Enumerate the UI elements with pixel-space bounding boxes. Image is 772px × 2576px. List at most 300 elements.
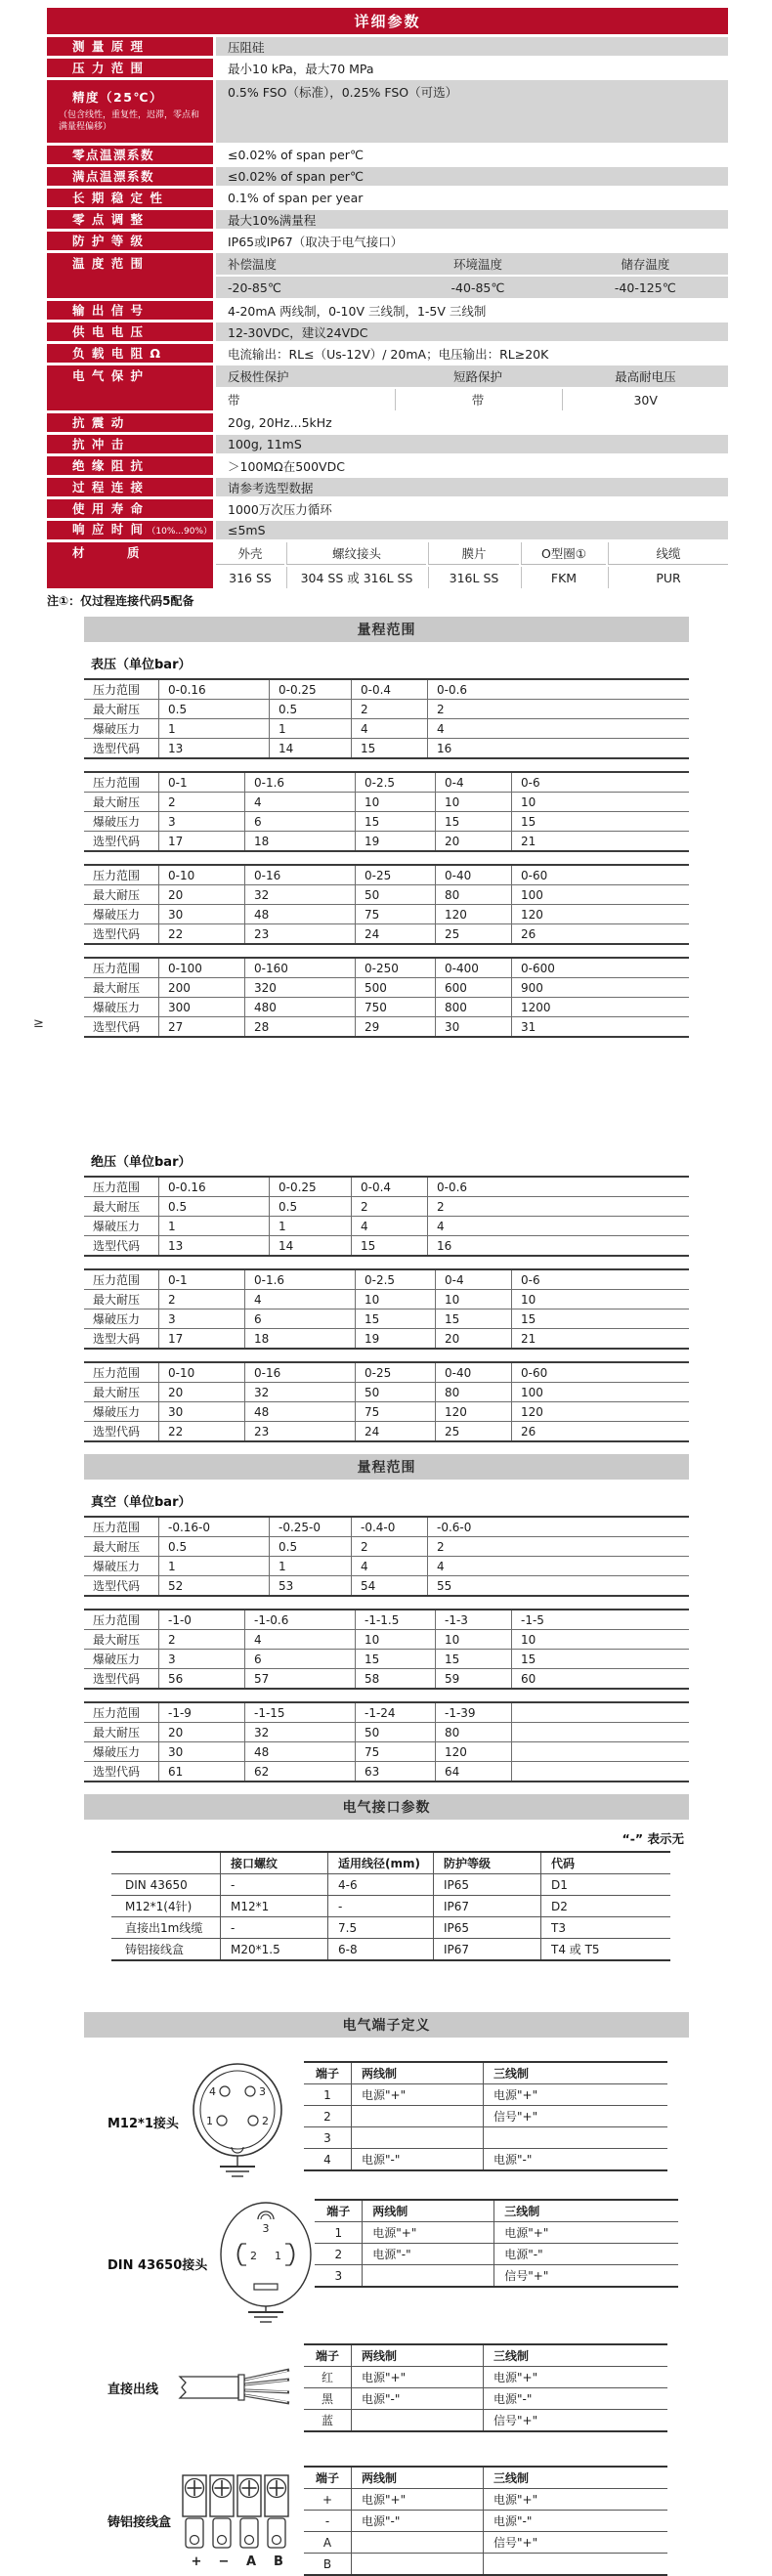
range-table-cell: 爆破压力 bbox=[93, 1001, 141, 1014]
screw-terminal-icon bbox=[213, 2518, 231, 2548]
terminal-table-row bbox=[304, 2488, 667, 2510]
terminal-table-header-cell: 端子 bbox=[315, 2471, 339, 2485]
cable-terminal-table bbox=[304, 2343, 667, 2432]
range-table-cell: 0-4 bbox=[435, 773, 511, 792]
tb-pin-plus: + bbox=[191, 2554, 202, 2569]
range-table bbox=[84, 678, 689, 759]
range-table-cell: 10 bbox=[355, 1630, 435, 1649]
range-table-cell: 4 bbox=[244, 793, 355, 811]
range-table-cell: 压力范围 bbox=[93, 1273, 141, 1287]
interface-table-cell: IP67 bbox=[433, 1896, 540, 1916]
footnote: 注①：仅过程连接代码5配备 bbox=[47, 594, 194, 608]
terminal-table-header-cell: 两线制 bbox=[362, 2201, 493, 2221]
range-table-cell: 4 bbox=[351, 719, 427, 738]
range-table-cell: 最大耐压 bbox=[93, 795, 141, 809]
range-table-cell: 13 bbox=[158, 1236, 269, 1255]
range-table-row bbox=[84, 738, 689, 757]
junction-box-terminal-table bbox=[304, 2466, 667, 2576]
terminal-table-cell bbox=[483, 2127, 667, 2148]
terminal-table-header-cell: 三线制 bbox=[493, 2201, 678, 2221]
range-table-cell: -0.16-0 bbox=[158, 1518, 269, 1536]
range-table-cell: -0.6-0 bbox=[427, 1518, 689, 1536]
range-table-row bbox=[84, 1016, 689, 1036]
terminal-table-cell bbox=[351, 2106, 483, 2126]
spec-grid-cell: 304 SS 或 316L SS bbox=[286, 567, 426, 588]
interface-table-cell: IP67 bbox=[433, 1939, 540, 1959]
spec-row bbox=[47, 322, 728, 341]
range-table-cell: 4 bbox=[427, 1557, 689, 1575]
interface-table-cell: 4-6 bbox=[327, 1874, 433, 1895]
din43650-connector-icon bbox=[217, 2199, 315, 2329]
range-table-cell: 0.5 bbox=[158, 1537, 269, 1556]
range-table-cell bbox=[511, 1723, 689, 1741]
spec-row-value: ≤0.02% of span per℃ bbox=[216, 167, 728, 186]
spec-row-label bbox=[47, 232, 213, 250]
range-table-cell: 压力范围 bbox=[93, 683, 141, 697]
spec-row-label bbox=[47, 37, 213, 56]
range-table-cell: -1-39 bbox=[435, 1703, 511, 1722]
spec-grid-cell: FKM bbox=[521, 567, 606, 588]
spec-grid-cell: PUR bbox=[608, 567, 728, 588]
range-table-row bbox=[84, 977, 689, 997]
range-table-row bbox=[84, 884, 689, 904]
range-table bbox=[84, 771, 689, 852]
range-table-cell: -1-24 bbox=[355, 1703, 435, 1722]
range-table-row bbox=[84, 1309, 689, 1328]
range-table-cell: 0-400 bbox=[435, 959, 511, 977]
spec-row-label bbox=[47, 456, 213, 475]
range-table-cell: 4 bbox=[427, 719, 689, 738]
range-table-cell: 200 bbox=[158, 978, 244, 997]
range-table-row bbox=[84, 1610, 689, 1629]
range-table-cell: 20 bbox=[158, 1383, 244, 1401]
range-table-row bbox=[84, 1235, 689, 1255]
interface-table-cell: - bbox=[220, 1874, 327, 1895]
spec-row bbox=[47, 301, 728, 320]
spec-label-text: 精度（25℃） bbox=[72, 90, 164, 105]
range-table-cell: 2 bbox=[351, 1537, 427, 1556]
range-table-cell: 0-6 bbox=[511, 1270, 689, 1289]
range-table-cell: 3 bbox=[158, 1309, 244, 1328]
terminal-table-row bbox=[304, 2387, 667, 2409]
range-table-row bbox=[84, 811, 689, 831]
terminal-table-row bbox=[304, 2126, 667, 2148]
terminal-table-cell: 电源"-" bbox=[483, 2388, 667, 2409]
range-table-row bbox=[84, 773, 689, 792]
range-table-cell: 22 bbox=[158, 1422, 244, 1440]
range-table-cell: 55 bbox=[427, 1576, 689, 1595]
terminal-table-cell: 红 bbox=[321, 2371, 333, 2384]
range-table-row bbox=[84, 1668, 689, 1688]
range-table-cell: 16 bbox=[427, 739, 689, 757]
range-table-cell: 23 bbox=[244, 1422, 355, 1440]
terminal-table-cell: 黑 bbox=[321, 2392, 333, 2406]
range-table-cell: 最大耐压 bbox=[93, 1633, 141, 1647]
interface-table-cell: DIN 43650 bbox=[125, 1877, 188, 1892]
range-table-row bbox=[84, 1649, 689, 1668]
range-table-cell: 19 bbox=[355, 832, 435, 850]
range-table-cell: 2 bbox=[427, 1537, 689, 1556]
junction-box-diagram-area bbox=[47, 2473, 304, 2569]
spec-grid-cell: -40-85℃ bbox=[450, 279, 505, 295]
terminal-table-cell: 电源"-" bbox=[351, 2511, 483, 2531]
spec-row-label bbox=[47, 322, 213, 341]
range-table-row bbox=[84, 1556, 689, 1575]
range-table-row bbox=[84, 1575, 689, 1595]
spec-label-subnote: （包含线性，重复性，迟滞，零点和满量程偏移） bbox=[59, 110, 200, 132]
range-table-cell: 0-10 bbox=[158, 866, 244, 884]
range-group-title: 表压（单位bar） bbox=[91, 658, 192, 672]
range-table bbox=[84, 1701, 689, 1782]
range-table-cell: 29 bbox=[355, 1017, 435, 1036]
range-table-cell: 800 bbox=[435, 998, 511, 1016]
range-table-cell: 30 bbox=[435, 1017, 511, 1036]
range-table-cell: 2 bbox=[158, 793, 244, 811]
interface-table-cell: M20*1.5 bbox=[220, 1939, 327, 1959]
spec-label-text: 材 质 bbox=[72, 545, 142, 560]
interface-table-row bbox=[111, 1916, 670, 1938]
spec-row-label bbox=[47, 413, 213, 432]
spec-grid-cell: 线缆 bbox=[608, 542, 728, 565]
terminal-table-header-cell: 三线制 bbox=[483, 2345, 667, 2366]
terminal-table-cell: 电源"+" bbox=[351, 2084, 483, 2105]
range-table-cell: 26 bbox=[511, 924, 689, 943]
range-table-cell: 0-0.4 bbox=[351, 680, 427, 699]
stray-artifact: ≥ bbox=[33, 1016, 44, 1031]
spec-row bbox=[47, 435, 728, 453]
spec-grid-cell: 补偿温度 bbox=[228, 257, 278, 272]
range-table-cell: 0-0.16 bbox=[158, 680, 269, 699]
range-table-row bbox=[84, 1518, 689, 1536]
spec-grid-cell: 储存温度 bbox=[621, 257, 670, 272]
range-table-cell: -0.25-0 bbox=[269, 1518, 351, 1536]
terminal-table-row bbox=[315, 2221, 678, 2243]
range-table-cell: 48 bbox=[244, 1402, 355, 1421]
terminal-table-cell: 电源"-" bbox=[483, 2149, 667, 2169]
range-table-cell: 15 bbox=[355, 1650, 435, 1668]
spec-value-grid bbox=[216, 253, 728, 298]
electrical-interface-section bbox=[47, 1794, 728, 1961]
range-group-title: 真空（单位bar） bbox=[91, 1495, 192, 1510]
spec-label-text: 满点温漂系数 bbox=[72, 168, 155, 184]
range-table-cell: 0-0.25 bbox=[269, 1178, 351, 1196]
page-title: 详细参数 bbox=[47, 8, 728, 34]
spec-label-text: 输 出 信 号 bbox=[72, 302, 145, 318]
spec-row bbox=[47, 253, 728, 298]
range-table-cell: -1-9 bbox=[158, 1703, 244, 1722]
range-table-cell: 最大耐压 bbox=[93, 1726, 141, 1739]
range-table-cell: 16 bbox=[427, 1236, 689, 1255]
terminal-table-row bbox=[304, 2531, 667, 2553]
interface-table-cell: D2 bbox=[540, 1896, 670, 1916]
range-table-cell: 26 bbox=[511, 1422, 689, 1440]
electrical-interface-table bbox=[111, 1851, 670, 1961]
interface-table-row bbox=[111, 1895, 670, 1916]
range-table-cell: 最大耐压 bbox=[93, 1200, 141, 1214]
range-table-cell: 10 bbox=[435, 1290, 511, 1309]
spec-row-value: ＞100MΩ在500VDC bbox=[216, 456, 728, 475]
range-table-cell: 64 bbox=[435, 1762, 511, 1781]
range-table-cell: 1 bbox=[158, 1557, 269, 1575]
spec-row-value: ≤0.02% of span per℃ bbox=[216, 146, 728, 164]
spec-row bbox=[47, 189, 728, 207]
content-area bbox=[33, 8, 728, 2576]
range-table-cell: 选型代码 bbox=[93, 1672, 141, 1686]
range-table bbox=[84, 1176, 689, 1257]
spec-grid-row bbox=[216, 365, 728, 387]
spec-row-value: 1000万次压力循环 bbox=[216, 499, 728, 518]
range-table-cell: 15 bbox=[511, 812, 689, 831]
spec-grid-cell: 带 bbox=[395, 389, 561, 410]
interface-table-cell: 6-8 bbox=[327, 1939, 433, 1959]
spec-row-value: 最大10%满量程 bbox=[216, 210, 728, 229]
spec-label-text: 供 电 电 压 bbox=[72, 323, 145, 339]
terminal-block-din43650 bbox=[47, 2199, 728, 2329]
spec-label-text: 绝 缘 阻 抗 bbox=[72, 457, 145, 473]
range-table-cell: 30 bbox=[158, 905, 244, 923]
terminal-table-header-row bbox=[315, 2201, 678, 2221]
screw-terminal-icon bbox=[245, 2535, 254, 2544]
terminal-table-cell: 电源"+" bbox=[351, 2367, 483, 2387]
interface-table-cell: 铸铝接线盒 bbox=[125, 1943, 185, 1956]
terminal-table-row bbox=[304, 2510, 667, 2531]
spec-row-label bbox=[47, 435, 213, 453]
range-table-cell: 120 bbox=[511, 905, 689, 923]
range-table-cell: 爆破压力 bbox=[93, 722, 141, 736]
spec-grid-cell: -40-125℃ bbox=[614, 279, 676, 295]
spec-label-text: 温 度 范 围 bbox=[72, 256, 145, 271]
range-table-cell: 48 bbox=[244, 905, 355, 923]
range-table-cell: 22 bbox=[158, 924, 244, 943]
spec-label-small-note: （10%...90%） bbox=[144, 526, 213, 537]
interface-table-header-cell: 接口螺纹 bbox=[220, 1853, 327, 1873]
interface-table-cell: IP65 bbox=[433, 1917, 540, 1938]
range-table-cell: 120 bbox=[435, 1742, 511, 1761]
range-table-cell: 0-6 bbox=[511, 773, 689, 792]
terminal-table-cell: 信号"+" bbox=[483, 2410, 667, 2430]
range-table-cell bbox=[511, 1762, 689, 1781]
range-table-cell: -1-0.6 bbox=[244, 1610, 355, 1629]
spec-row-value: 压阻硅 bbox=[216, 37, 728, 56]
interface-table-cell: 7.5 bbox=[327, 1917, 433, 1938]
range-table-row bbox=[84, 923, 689, 943]
range-table-cell: 120 bbox=[435, 905, 511, 923]
section-header-terminal-definition: 电气端子定义 bbox=[84, 2012, 689, 2038]
range-table-cell: 63 bbox=[355, 1762, 435, 1781]
spec-row-label bbox=[47, 210, 213, 229]
terminal-table-header-cell: 两线制 bbox=[351, 2345, 483, 2366]
range-table-row bbox=[84, 997, 689, 1016]
pin-4-label: 4 bbox=[208, 2085, 216, 2098]
spec-row bbox=[47, 59, 728, 77]
spec-label-text: 零 点 调 整 bbox=[72, 211, 145, 227]
range-table-cell: 50 bbox=[355, 885, 435, 904]
range-table-cell: 100 bbox=[511, 1383, 689, 1401]
pin-3-label: 3 bbox=[258, 2085, 266, 2098]
range-table-cell: 爆破压力 bbox=[93, 908, 141, 922]
range-table-cell: 0-100 bbox=[158, 959, 244, 977]
terminal-table-cell: 电源"-" bbox=[351, 2388, 483, 2409]
terminal-table-header-cell: 三线制 bbox=[483, 2468, 667, 2488]
range-table-cell: 15 bbox=[435, 812, 511, 831]
ground-icon bbox=[248, 2312, 283, 2322]
range-table-cell: 压力范围 bbox=[93, 1366, 141, 1380]
spec-row-label bbox=[47, 478, 213, 496]
spec-row-label bbox=[47, 344, 213, 363]
range-table-cell: 500 bbox=[355, 978, 435, 997]
screw-terminal-icon bbox=[191, 2535, 199, 2544]
range-table-cell: 15 bbox=[435, 1309, 511, 1328]
range-table-cell: 4 bbox=[351, 1557, 427, 1575]
range-table-cell: 10 bbox=[511, 1290, 689, 1309]
spec-label-text: 抗 冲 击 bbox=[72, 436, 125, 451]
range-table-cell: 0-0.25 bbox=[269, 680, 351, 699]
range-table-cell: 压力范围 bbox=[93, 776, 141, 790]
spec-row-value: 0.1% of span per year bbox=[216, 189, 728, 207]
range-table-cell: 31 bbox=[511, 1017, 689, 1036]
range-table-cell: 57 bbox=[244, 1669, 355, 1688]
spec-row-value: 最小10 kPa，最大70 MPa bbox=[216, 59, 728, 77]
range-table-cell: 2 bbox=[351, 1197, 427, 1216]
range-table-row bbox=[84, 1761, 689, 1781]
range-table-cell: 75 bbox=[355, 1402, 435, 1421]
spec-grid-cell: 短路保护 bbox=[452, 369, 502, 384]
screw-terminal-icon bbox=[273, 2535, 281, 2544]
range-table-cell: 0-10 bbox=[158, 1363, 244, 1382]
range-table-cell: -1-5 bbox=[511, 1610, 689, 1629]
range-table-cell: 20 bbox=[158, 1723, 244, 1741]
range-table-cell: 20 bbox=[435, 1329, 511, 1348]
range-table-cell: 15 bbox=[511, 1309, 689, 1328]
range-table-cell: 0-1.6 bbox=[244, 773, 355, 792]
range-table-cell: 15 bbox=[351, 739, 427, 757]
screw-terminal-icon bbox=[268, 2518, 285, 2548]
terminal-table-header-row bbox=[304, 2345, 667, 2366]
range-sections bbox=[47, 617, 728, 1782]
range-table-cell: 0-4 bbox=[435, 1270, 511, 1289]
range-table-cell: 75 bbox=[355, 905, 435, 923]
range-table-cell: 选型代码 bbox=[93, 1239, 141, 1253]
terminal-table-cell: 3 bbox=[323, 2130, 331, 2145]
range-table-cell: 1 bbox=[269, 719, 351, 738]
range-table-cell: 0-16 bbox=[244, 1363, 355, 1382]
spec-row-value: 请参考选型数据 bbox=[216, 478, 728, 496]
spec-row-label bbox=[47, 80, 213, 143]
range-table-row bbox=[84, 680, 689, 699]
range-table-cell: 0-2.5 bbox=[355, 773, 435, 792]
range-table-row bbox=[84, 866, 689, 884]
spec-label-text: 使 用 寿 命 bbox=[72, 500, 145, 516]
m12-terminal-table bbox=[304, 2061, 667, 2171]
range-table-cell: 50 bbox=[355, 1383, 435, 1401]
range-table-cell: 32 bbox=[244, 1383, 355, 1401]
section-header-range: 量程范围 bbox=[84, 617, 689, 642]
range-table bbox=[84, 1609, 689, 1690]
terminal-table-header-cell: 两线制 bbox=[351, 2468, 483, 2488]
spec-row bbox=[47, 499, 728, 518]
range-table-cell: 最大耐压 bbox=[93, 1386, 141, 1399]
range-table bbox=[84, 1516, 689, 1597]
range-table-cell: -0.4-0 bbox=[351, 1518, 427, 1536]
spec-row bbox=[47, 232, 728, 250]
range-table-row bbox=[84, 1216, 689, 1235]
range-table-cell: 10 bbox=[355, 1290, 435, 1309]
tb-pin-a: A bbox=[245, 2554, 257, 2569]
range-table-cell: 25 bbox=[435, 924, 511, 943]
range-table-row bbox=[84, 1536, 689, 1556]
terminal-table-cell: 电源"-" bbox=[362, 2244, 493, 2264]
range-table-cell: 最大耐压 bbox=[93, 703, 141, 716]
spec-row-label bbox=[47, 189, 213, 207]
dash-means-none-note: “-” 表示无 bbox=[622, 1831, 684, 1846]
spec-grid-cell: 30V bbox=[562, 389, 728, 410]
terminal-table-header-cell: 两线制 bbox=[351, 2063, 483, 2083]
spec-row-value: IP65或IP67（取决于电气接口） bbox=[216, 232, 728, 250]
range-table-cell: 24 bbox=[355, 924, 435, 943]
spec-grid-cell: O型圈① bbox=[521, 542, 606, 565]
range-table-cell: 80 bbox=[435, 1723, 511, 1741]
din-pin-2-label: 2 bbox=[250, 2250, 258, 2262]
spec-grid-cell: 316 SS bbox=[229, 570, 272, 585]
range-table-cell: 0.5 bbox=[269, 1197, 351, 1216]
cable-icon bbox=[168, 2364, 295, 2413]
spec-grid-cell: 316L SS bbox=[428, 567, 519, 588]
range-table-cell: 0.5 bbox=[269, 700, 351, 718]
range-table-cell: -1-15 bbox=[244, 1703, 355, 1722]
spec-row-label bbox=[47, 542, 213, 588]
range-table-cell: 0.5 bbox=[158, 1197, 269, 1216]
terminal-table-header-cell: 端子 bbox=[315, 2349, 339, 2363]
terminal-table-cell: 电源"+" bbox=[483, 2489, 667, 2510]
spec-row bbox=[47, 521, 728, 539]
range-table-cell: 10 bbox=[511, 1630, 689, 1649]
range-table-cell: 15 bbox=[355, 1309, 435, 1328]
spec-row bbox=[47, 146, 728, 164]
spec-table bbox=[47, 37, 728, 588]
range-table-cell: 爆破压力 bbox=[93, 1653, 141, 1666]
interface-table-cell: D1 bbox=[540, 1874, 670, 1895]
range-table-cell: -1-3 bbox=[435, 1610, 511, 1629]
interface-table-cell: IP65 bbox=[433, 1874, 540, 1895]
spacer bbox=[47, 1050, 728, 1139]
spec-row-value: 20g, 20Hz...5kHz bbox=[216, 413, 728, 432]
pin-1-label: 1 bbox=[205, 2115, 213, 2127]
range-table-cell: 选型代码 bbox=[93, 1765, 141, 1779]
range-table-row bbox=[84, 1178, 689, 1196]
spec-row bbox=[47, 37, 728, 56]
range-table-cell: 选型大码 bbox=[93, 1332, 141, 1346]
spec-row bbox=[47, 365, 728, 410]
range-table-cell: 0-25 bbox=[355, 1363, 435, 1382]
terminal-table-cell: 1 bbox=[334, 2225, 343, 2240]
range-table-cell: 61 bbox=[158, 1762, 244, 1781]
range-table-cell: 100 bbox=[511, 885, 689, 904]
spec-label-text: 压 力 范 围 bbox=[72, 60, 145, 75]
terminal-table-header-row bbox=[304, 2063, 667, 2083]
range-table-cell: 选型代码 bbox=[93, 1579, 141, 1593]
range-table-cell: 600 bbox=[435, 978, 511, 997]
range-table-row bbox=[84, 1741, 689, 1761]
terminal-table-cell: 3 bbox=[334, 2268, 343, 2283]
range-table-cell: 6 bbox=[244, 812, 355, 831]
range-table-cell: 最大耐压 bbox=[93, 981, 141, 995]
interface-table-header-cell bbox=[111, 1853, 220, 1873]
range-table-cell: 0-40 bbox=[435, 866, 511, 884]
range-table-cell bbox=[511, 1742, 689, 1761]
range-table-cell: 0-0.16 bbox=[158, 1178, 269, 1196]
range-table-cell: 6 bbox=[244, 1650, 355, 1668]
terminal-table-cell: B bbox=[322, 2556, 332, 2571]
